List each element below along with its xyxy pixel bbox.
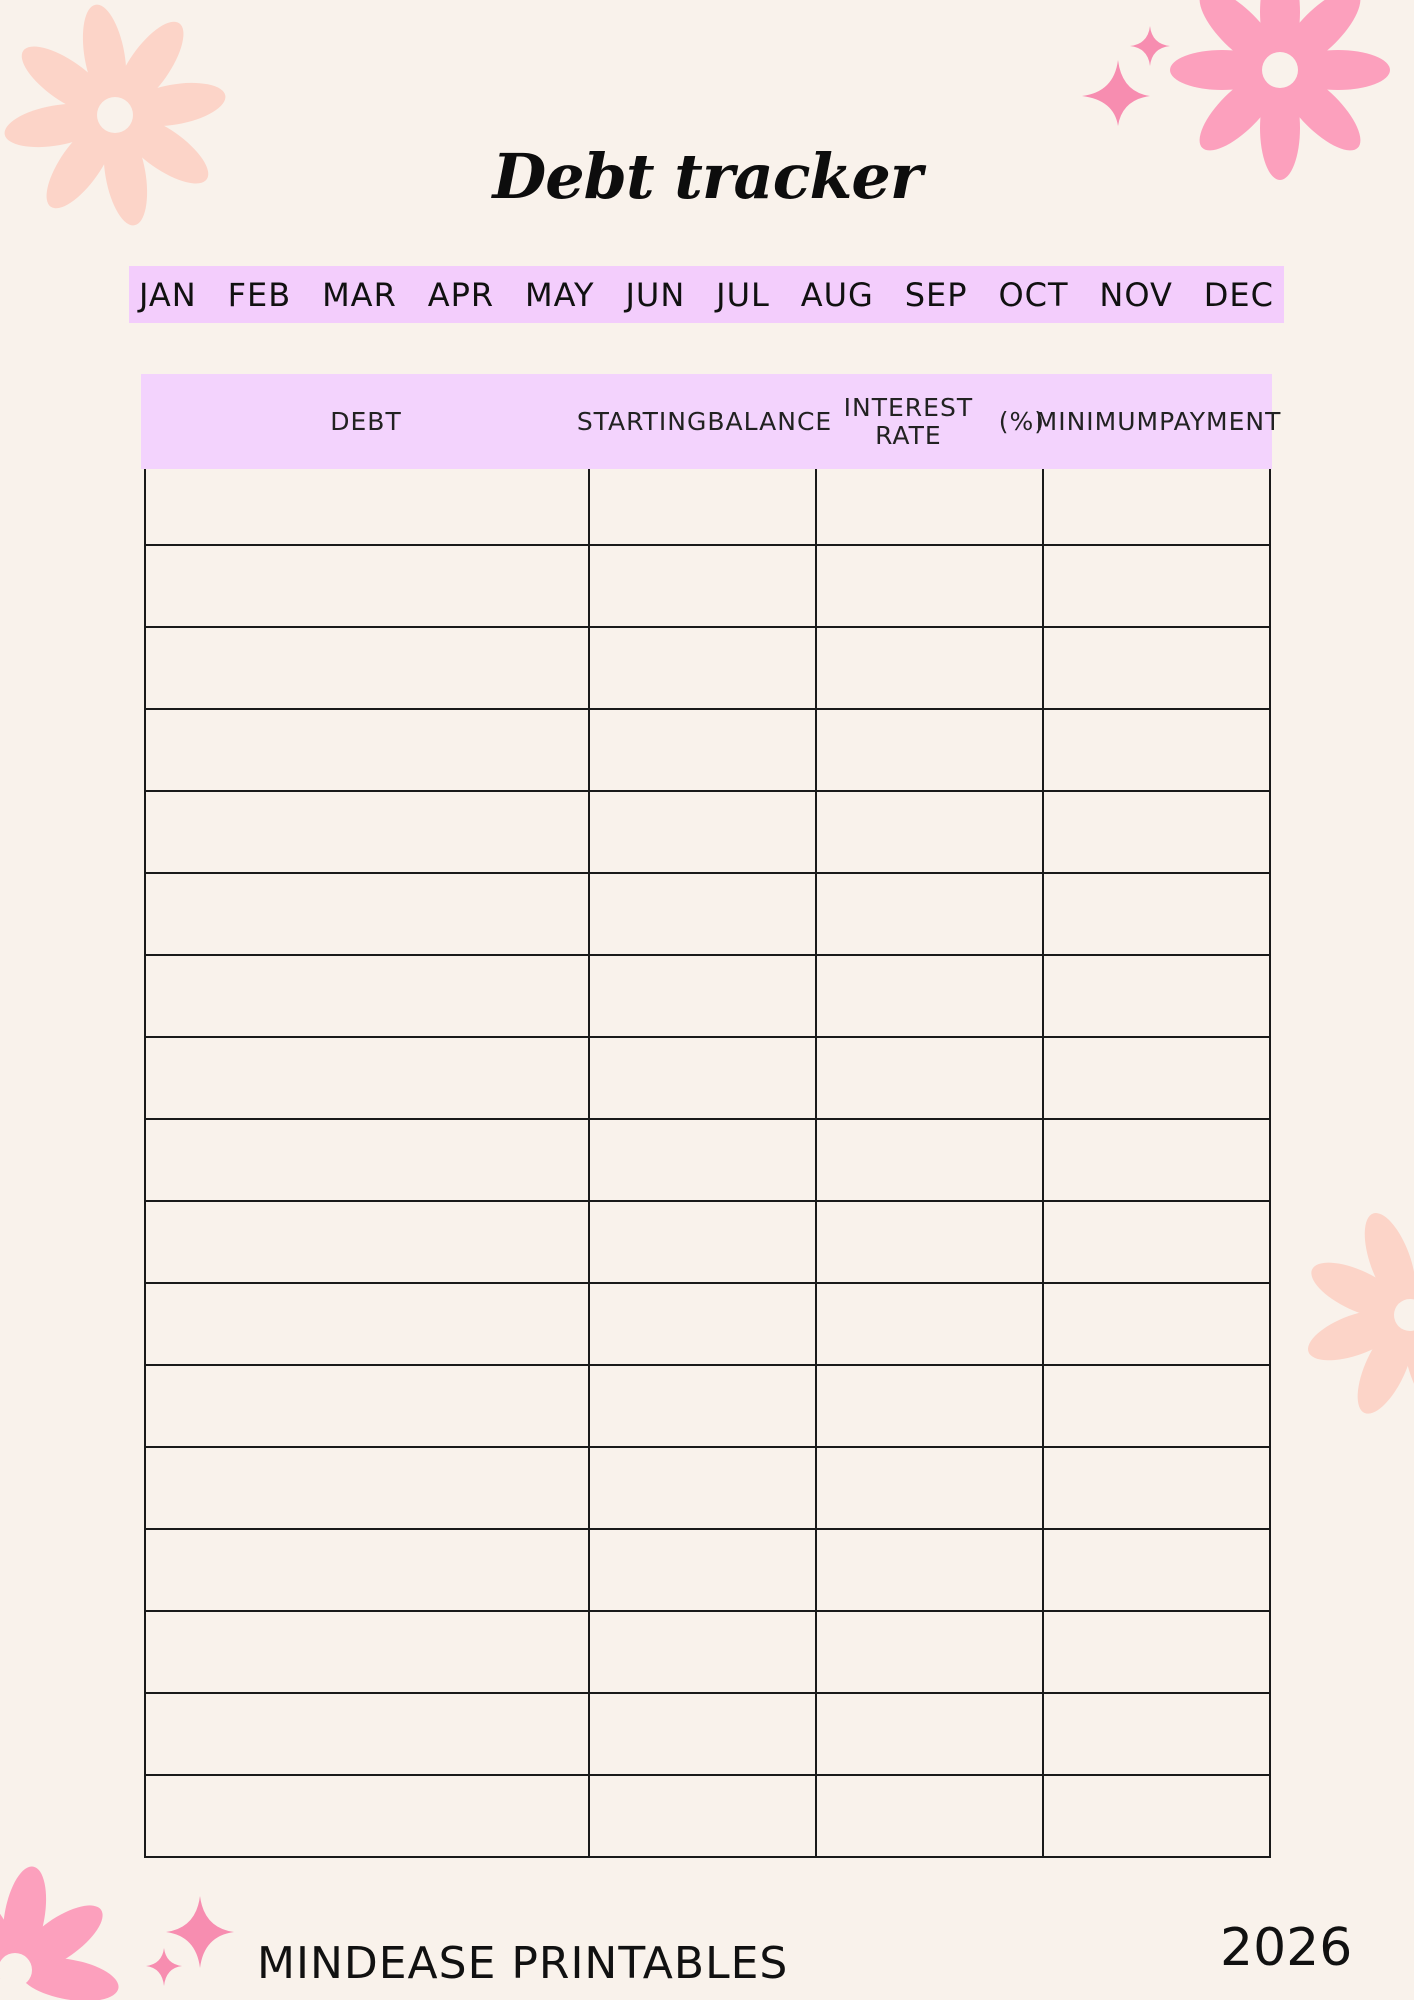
table-cell[interactable] [145,1283,589,1365]
column-header-line: PAYMENT [1159,406,1282,436]
table-row [145,627,1270,709]
table-cell[interactable] [589,1201,816,1283]
table-cell[interactable] [145,1365,589,1447]
table-row [145,1283,1270,1365]
column-header [576,374,833,469]
table-row [145,545,1270,627]
sparkle-icon-top-right [1078,20,1178,130]
table-cell[interactable] [589,1611,816,1693]
table-cell[interactable] [1043,709,1270,791]
table-row [145,469,1270,545]
flower-icon-bottom-left [0,1850,140,2000]
table-cell[interactable] [589,709,816,791]
column-header [141,374,591,469]
table-cell[interactable] [589,955,816,1037]
table-cell[interactable] [145,1775,589,1857]
column-header [818,374,1045,469]
page-title: Debt tracker [492,140,922,213]
column-header-line: BALANCE [707,406,833,436]
table-cell[interactable] [816,1611,1043,1693]
table-header [141,374,1282,469]
table-cell[interactable] [1043,545,1270,627]
table-cell[interactable] [816,1119,1043,1201]
table-cell[interactable] [1043,1693,1270,1775]
table-cell[interactable] [816,1201,1043,1283]
table-cell[interactable] [1043,1447,1270,1529]
column-header-line: INTEREST RATE [843,392,974,450]
table-row [145,1775,1270,1857]
table-cell[interactable] [816,469,1043,545]
column-header-line: (%) [998,406,1045,436]
table-cell[interactable] [589,1283,816,1365]
table-cell[interactable] [589,1037,816,1119]
table-cell[interactable] [816,1529,1043,1611]
table-cell[interactable] [589,1693,816,1775]
table-cell[interactable] [816,873,1043,955]
table-cell[interactable] [145,1611,589,1693]
table-cell[interactable] [145,627,589,709]
table-cell[interactable] [816,1365,1043,1447]
month-feb[interactable]: FEB [227,275,292,314]
table-cell[interactable] [145,1037,589,1119]
table-row [145,1693,1270,1775]
debt-table [144,469,1271,1858]
table-cell[interactable] [589,1365,816,1447]
table-row [145,791,1270,873]
table-cell[interactable] [1043,1775,1270,1857]
table-row [145,1529,1270,1611]
brand-label: MINDEASE PRINTABLES [257,1938,789,1989]
table-row [145,1119,1270,1201]
table-cell[interactable] [1043,627,1270,709]
table-cell[interactable] [816,709,1043,791]
table-cell[interactable] [816,1283,1043,1365]
sparkle-icon-bottom-left [140,1890,240,2000]
table-cell[interactable] [816,791,1043,873]
month-dec[interactable]: DEC [1203,275,1274,314]
table-row [145,709,1270,791]
column-header-line: STARTING [576,406,708,436]
table-row [145,1447,1270,1529]
month-oct[interactable]: OCT [998,275,1069,314]
month-aug[interactable]: AUG [800,275,874,314]
table-cell[interactable] [589,545,816,627]
month-jul[interactable]: JUL [716,275,770,314]
table-row [145,1201,1270,1283]
table-cell[interactable] [1043,1283,1270,1365]
table-cell[interactable] [816,1037,1043,1119]
table-cell[interactable] [145,545,589,627]
table-cell[interactable] [1043,1365,1270,1447]
flower-icon-right [1300,1190,1414,1440]
table-cell[interactable] [145,1119,589,1201]
table-cell[interactable] [145,709,589,791]
table-cell[interactable] [589,873,816,955]
table-cell[interactable] [1043,1529,1270,1611]
table-row [145,873,1270,955]
table-cell[interactable] [1043,955,1270,1037]
table-cell[interactable] [816,627,1043,709]
table-cell[interactable] [145,469,589,545]
table-cell[interactable] [145,1201,589,1283]
column-header [1035,374,1282,469]
table-cell[interactable] [816,1693,1043,1775]
month-nov[interactable]: NOV [1099,275,1173,314]
month-mar[interactable]: MAR [322,275,397,314]
table-cell[interactable] [816,1775,1043,1857]
month-jan[interactable]: JAN [139,275,197,314]
table-cell[interactable] [1043,873,1270,955]
table-row [145,1037,1270,1119]
table-cell[interactable] [816,545,1043,627]
table-cell[interactable] [145,1693,589,1775]
month-may[interactable]: MAY [525,275,595,314]
table-cell[interactable] [1043,791,1270,873]
table-row [145,1365,1270,1447]
table-cell[interactable] [816,1447,1043,1529]
table-cell[interactable] [145,791,589,873]
table-row [145,955,1270,1037]
table-cell[interactable] [589,791,816,873]
table-cell[interactable] [1043,1119,1270,1201]
table-cell[interactable] [589,1119,816,1201]
table-cell[interactable] [589,1775,816,1857]
table-cell[interactable] [145,1447,589,1529]
table-cell[interactable] [1043,469,1270,545]
table-cell[interactable] [589,627,816,709]
table-cell[interactable] [145,1529,589,1611]
year-label: 2026 [1220,1918,1353,1978]
month-jun[interactable]: JUN [625,275,686,314]
month-apr[interactable]: APR [427,275,495,314]
column-header-line: DEBT [330,406,402,436]
column-header-line: MINIMUM [1035,406,1160,436]
table-cell[interactable] [1043,1037,1270,1119]
table-cell[interactable] [589,469,816,545]
month-selector-band [129,266,1284,323]
table-cell[interactable] [1043,1611,1270,1693]
month-sep[interactable]: SEP [904,275,968,314]
table-cell[interactable] [145,955,589,1037]
table-row [145,1611,1270,1693]
table-cell[interactable] [589,1529,816,1611]
table-cell[interactable] [589,1447,816,1529]
table-cell[interactable] [1043,1201,1270,1283]
table-cell[interactable] [145,873,589,955]
table-cell[interactable] [816,955,1043,1037]
